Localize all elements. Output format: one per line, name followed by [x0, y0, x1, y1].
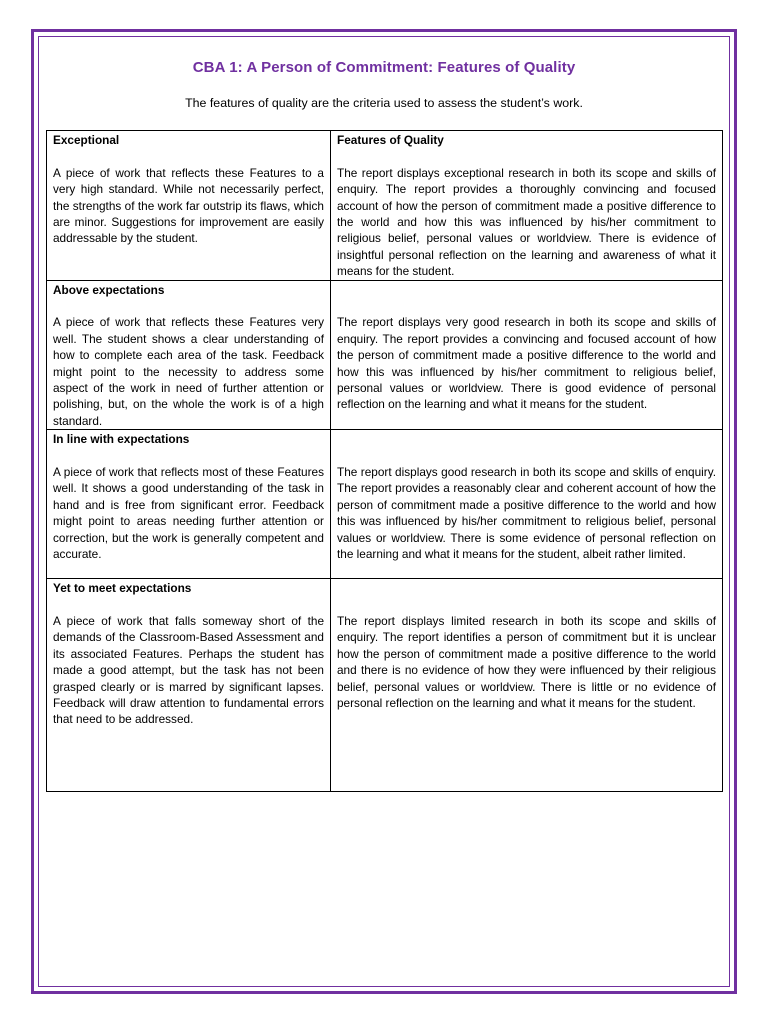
level-description: A piece of work that reflects most of these Features well. It shows a good understanding of the task in hand and is free from significant error. Feedback might point to areas needing further attention or correction, but the work is generally competent and accurate. — [53, 465, 324, 562]
features-text: The report displays good research in both its scope and skills of enquiry. The report provides a reasonably clear and coherent account of how the person of commitment made a positive difference to the world and how this was influenced by his/her commitment to religious belief, personal values or worldview. There is some evidence of personal reflection on the learning and what it means for the student, albeit rather limited. — [337, 465, 716, 562]
table-row — [47, 579, 723, 792]
column-header: Features of Quality — [337, 133, 444, 147]
level-description: A piece of work that reflects these Features very well. The student shows a clear understanding of how to complete each area of the task. Feedback might point to the necessity to address some aspect of the work in need of further attention or polishing, but, on the whole the work is of a high standard. — [53, 315, 324, 428]
level-description: A piece of work that reflects these Features to a very high standard. While not necessarily perfect, the strengths of the work far outstrip its flaws, which are minor. Suggestions for improvement are easily addressable by the student. — [53, 165, 324, 246]
level-cell — [47, 430, 331, 579]
level-cell — [47, 131, 331, 281]
level-heading: Exceptional — [53, 133, 120, 147]
level-cell — [47, 579, 331, 792]
features-cell — [331, 280, 723, 430]
table-row — [47, 131, 723, 281]
features-cell — [331, 131, 723, 281]
document-title: CBA 1: A Person of Commitment: Features of Quality — [192, 59, 576, 76]
features-text: The report displays exceptional research in both its scope and skills of enquiry. The report provides a thoroughly convincing and focused account of how the person of commitment made a positive difference to the world and how this was influenced by his/her commitment to religious belief, personal values or worldview. There is evidence of insightful personal reflection on the learning and awareness of what it means for the student. — [337, 165, 716, 279]
features-cell — [331, 579, 723, 792]
features-cell — [331, 430, 723, 579]
level-description: A piece of work that falls someway short of the demands of the Classroom-Based Assessment and its associated Features. Perhaps the student has made a good attempt, but the task has not been grasped clearly or is marred by significant lapses. Feedback will draw attention to fundamental errors that need to be addressed. — [53, 614, 324, 727]
features-text: The report displays limited research in both its scope and skills of enquiry. The report identifies a person of commitment but it is unclear how the person of commitment made a positive difference to the world and there is no evidence of how they were influenced by their religious belief, personal values or worldview. There is little or no evidence of personal reflection on the learning and what it means for the student. — [337, 614, 716, 711]
table-row — [47, 280, 723, 430]
table-row — [47, 430, 723, 579]
document-subtitle: The features of quality are the criteria used to assess the student’s work. — [185, 96, 583, 110]
level-heading: In line with expectations — [53, 432, 190, 447]
features-of-quality-table — [46, 130, 723, 792]
level-heading: Yet to meet expectations — [53, 581, 192, 596]
level-heading: Above expectations — [53, 282, 165, 297]
features-text: The report displays very good research in both its scope and skills of enquiry. The report provides a convincing and focused account of how the person of commitment made a positive difference to the world and how this was influenced by his/her commitment to religious belief, personal values or worldview. There is good evidence of personal reflection on the learning and what it means for the student. — [337, 315, 716, 412]
level-cell — [47, 280, 331, 430]
